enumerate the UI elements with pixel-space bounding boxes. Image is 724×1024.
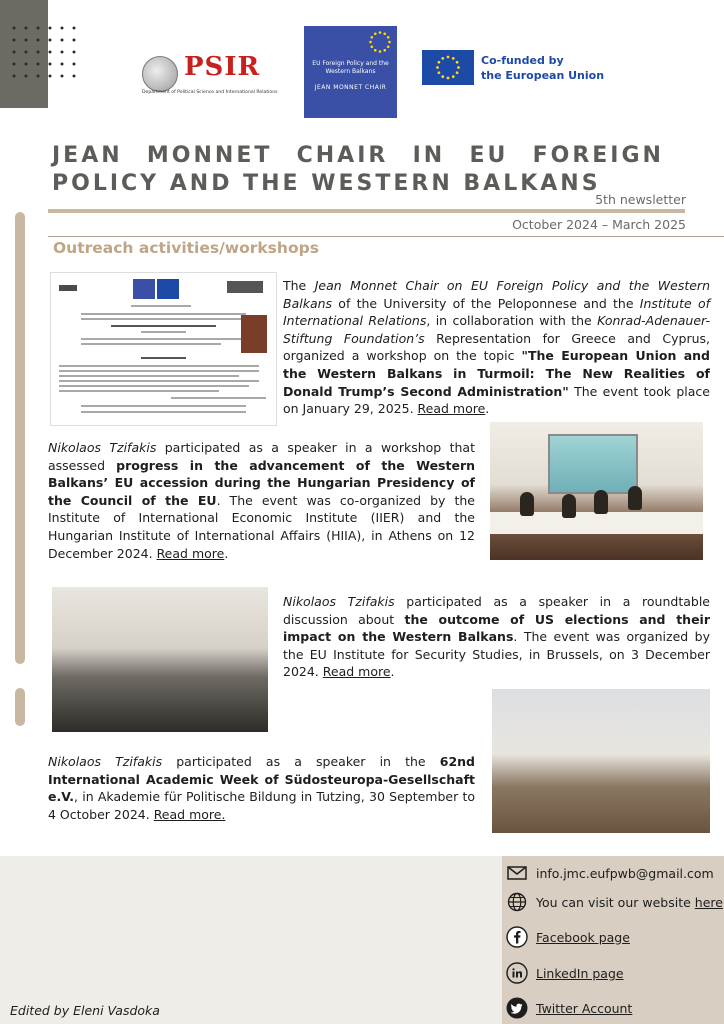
twitter-icon — [506, 997, 528, 1019]
envelope-icon — [506, 862, 528, 884]
academic-week-photo-tutzing — [492, 689, 710, 833]
twitter-link[interactable]: Twitter Account — [536, 1000, 633, 1016]
jean-monnet-logo-line2: JEAN MONNET CHAIR — [314, 84, 387, 91]
section-heading: Outreach activities/workshops — [53, 239, 319, 257]
eu-cofunded-line1: Co-funded by — [481, 54, 564, 67]
edited-by: Edited by Eleni Vasdoka — [10, 1003, 160, 1018]
title-word: MONNET — [146, 143, 273, 168]
contact-website-text: You can visit our website here — [536, 894, 723, 910]
footer-left-panel — [0, 856, 502, 1024]
date-divider — [48, 236, 724, 237]
item-2-text: Nikolaos Tzifakis participated as a speaker in a workshop that assessed progress in the advancement of the Western Balkans’ EU accession during the Hungarian Presidency of the Council of the EU. The event was co-organized by the Institute of International Economic Institute (IIER) and the Hungarian Institute of International Affairs (HIIA), in Athens on 12 December 2024. Read more. — [48, 440, 476, 561]
item-4-text: Nikolaos Tzifakis participated as a speaker in the 62nd International Academic Week of Südosteuropa-Gesellschaft e.V., in Akademie für Politische Bildung in Tutzing, 30 September to 4 October 2024. Read more. — [48, 754, 475, 822]
contact-facebook-row — [506, 926, 630, 948]
projector-screen — [548, 434, 638, 494]
dot-pattern — [8, 22, 80, 82]
title-word: IN — [412, 143, 446, 168]
linkedin-icon — [506, 962, 528, 984]
side-accent-bar-short — [15, 688, 25, 726]
title-line2: POLICY AND THE WESTERN BALKANS — [52, 171, 601, 196]
psir-logo — [142, 52, 278, 95]
website-link[interactable]: here — [694, 894, 723, 910]
contact-panel — [502, 856, 724, 1024]
linkedin-link[interactable]: LinkedIn page — [536, 965, 624, 981]
title-line1 — [52, 142, 664, 170]
eu-stars-icon — [368, 30, 392, 54]
title-word: FOREIGN — [532, 143, 664, 168]
event-poster-image — [50, 272, 277, 426]
jean-monnet-logo — [304, 26, 397, 118]
newsletter-number: 5th newsletter — [595, 192, 686, 207]
newsletter-title — [52, 142, 664, 198]
title-word: CHAIR — [296, 143, 389, 168]
eu-cofunded-logo — [422, 50, 612, 86]
read-more-link-2[interactable]: Read more — [156, 545, 225, 561]
contact-email-row — [506, 862, 714, 884]
contact-linkedin-row — [506, 962, 624, 984]
eu-cofunded-line2: the European Union — [481, 69, 605, 82]
title-word: EU — [469, 143, 509, 168]
title-divider — [48, 209, 685, 213]
side-accent-bar — [15, 212, 25, 664]
contact-twitter-row — [506, 997, 632, 1019]
contact-email[interactable]: info.jmc.eufpwb@gmail.com — [536, 865, 714, 881]
read-more-link-4[interactable]: Read more. — [153, 806, 226, 822]
read-more-link-1[interactable]: Read more — [417, 401, 486, 417]
psir-logo-subtitle: Department of Political Science and International Relations — [142, 90, 278, 95]
globe-emblem-icon — [142, 56, 178, 92]
facebook-link[interactable]: Facebook page — [536, 929, 630, 945]
globe-icon — [506, 891, 528, 913]
eu-flag-icon — [422, 50, 474, 85]
read-more-link-3[interactable]: Read more — [322, 664, 391, 680]
item-1-text: The Jean Monnet Chair on EU Foreign Policy and the Western Balkans of the University of the Peloponnese and the Institute of International Relations, in collaboration with the Konrad-Adenauer-Stiftung Foundation’s Representation for Greece and Cyprus, organized a workshop on the topic "The European Union and the Western Balkans in Turmoil: The New Realities of Donald Trump’s Second Administration" The event took place on January 29, 2025. Read more. — [283, 278, 710, 417]
psir-logo-text: PSIR — [184, 52, 261, 82]
newsletter-date: October 2024 – March 2025 — [512, 217, 686, 232]
item-3-text: Nikolaos Tzifakis participated as a speaker in a roundtable discussion about the outcome of US elections and their impact on the Western Balkans. The event was organized by the EU Institute for Security Studies, in Brussels, on 3 December 2024. Read more. — [283, 594, 710, 680]
facebook-icon — [506, 926, 528, 948]
contact-website-row — [506, 891, 723, 913]
title-word: JEAN — [52, 143, 123, 168]
eu-cofunded-text — [481, 53, 604, 83]
roundtable-photo-brussels — [52, 587, 268, 732]
jean-monnet-logo-line1: EU Foreign Policy and the Western Balkans — [312, 60, 389, 75]
